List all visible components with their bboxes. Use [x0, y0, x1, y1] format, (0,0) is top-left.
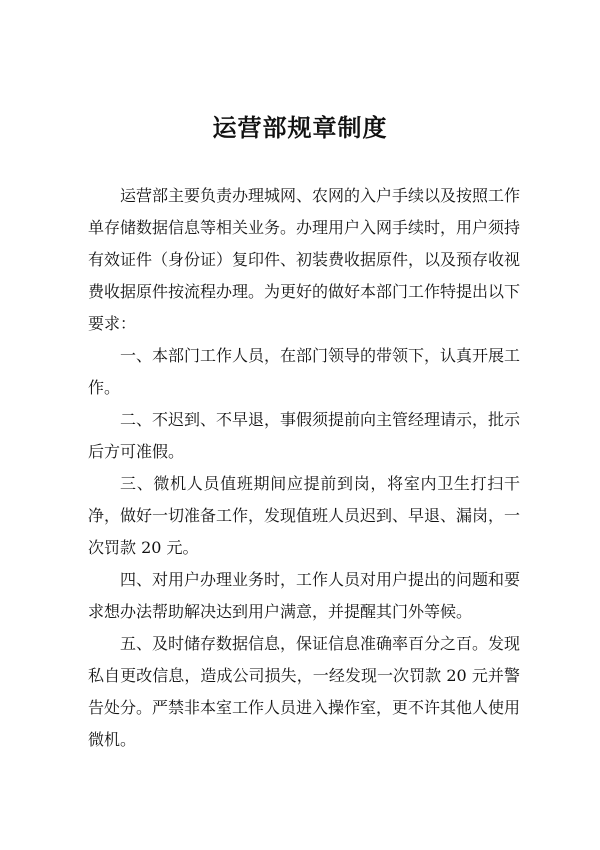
- rule-paragraph-3: 三、微机人员值班期间应提前到岗，将室内卫生打扫干净，做好一切准备工作，发现值班人员迟到、早退、漏岗，一次罚款 20 元。: [88, 474, 521, 557]
- rule-paragraph-2: 二、不迟到、不早退，事假须提前向主管经理请示，批示后方可准假。: [88, 410, 521, 461]
- document-title: 运营部规章制度: [212, 113, 388, 142]
- intro-paragraph: 运营部主要负责办理城网、农网的入户手续以及按照工作单存储数据信息等相关业务。办理用户入网手续时，用户须持有效证件（身份证）复印件、初装费收据原件，以及预存收视费收据原件按流程办理。为更好的做好本部门工作特提出以下要求：: [88, 186, 521, 333]
- rule-paragraph-1: 一、本部门工作人员，在部门领导的带领下，认真开展工作。: [88, 346, 521, 397]
- rule-paragraph-4: 四、对用户办理业务时，工作人员对用户提出的问题和要求想办法帮助解决达到用户满意，并提醒其门外等候。: [88, 570, 521, 621]
- rule-paragraph-5: 五、及时储存数据信息，保证信息准确率百分之百。发现私自更改信息，造成公司损失，一经发现一次罚款 20 元并警告处分。严禁非本室工作人员进入操作室，更不许其他人使用微机。: [88, 634, 521, 749]
- document-body: [88, 180, 520, 756]
